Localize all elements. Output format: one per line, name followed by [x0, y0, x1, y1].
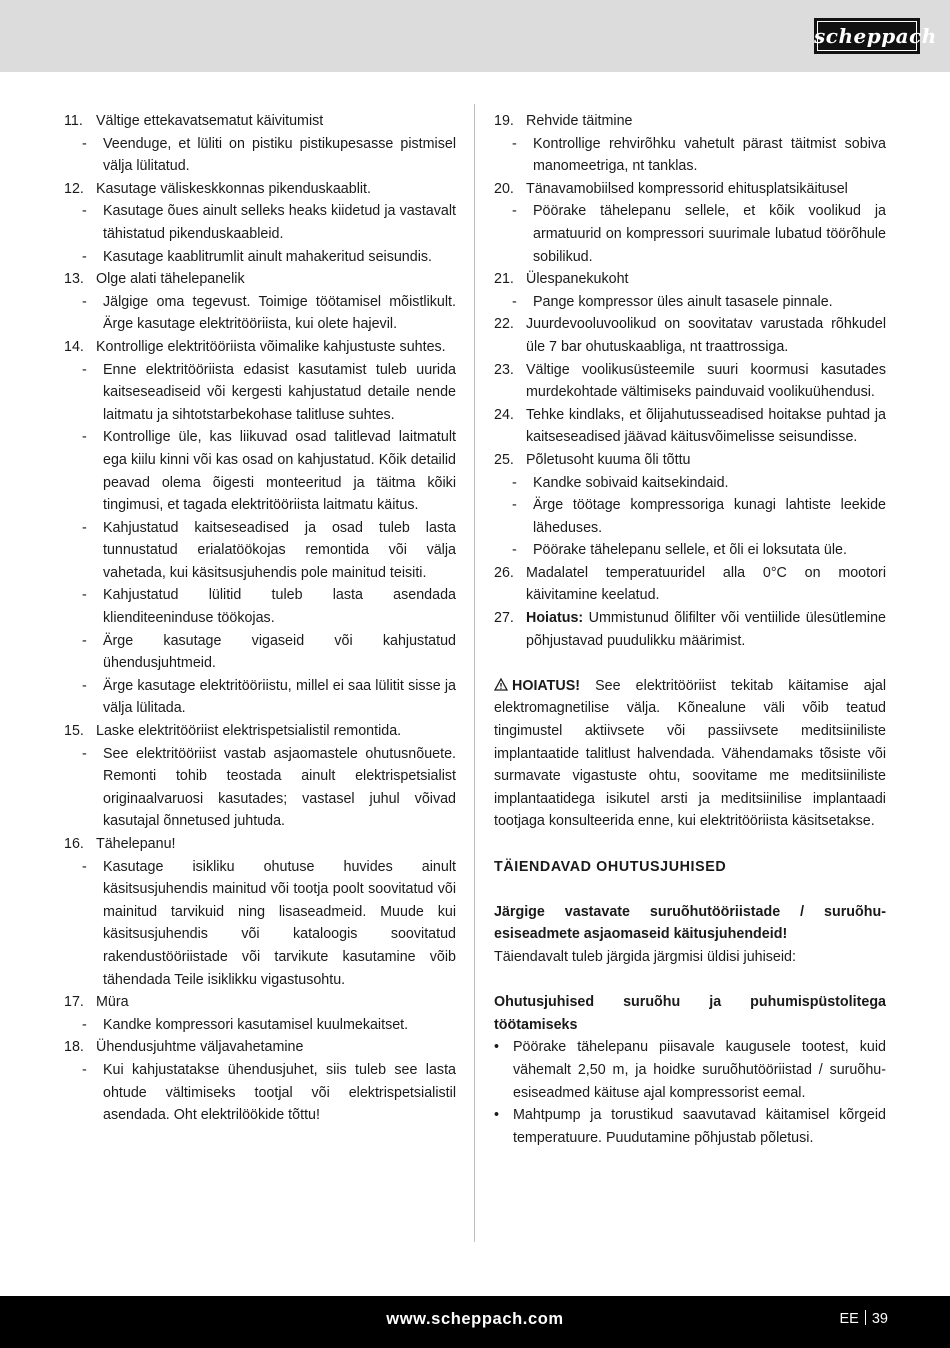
right-column [494, 110, 886, 1149]
list-item: 17. Müra [64, 994, 129, 1011]
page-number: EE 39 [839, 1311, 888, 1327]
sub-item: - Kahjustatud kaitseseadised ja osad tuleb lasta tunnustatud erialatöökojas remontida või välja vahetada, kui käsitsusjuhendis pole mainitud teisiti. [82, 519, 456, 581]
sub-item: - Kasutage kaablitrumlit ainult mahakeritud seisundis. [82, 248, 433, 265]
bullet-item: • Mahtpump ja torustikud saavutavad käitamisel kõrgeid temperatuure. Puudutamine põhjustab põletusi. [494, 1107, 886, 1146]
sub-item: - Pöörake tähelepanu sellele, et õli ei loksutata üle. [512, 542, 847, 559]
sub-item: - Kandke sobivaid kaitsekindaid. [512, 474, 729, 491]
list-item: 14. Kontrollige elektritööriista võimalike kahjustuste suhtes. [64, 338, 446, 355]
sub-item: - Pange kompressor üles ainult tasasele pinnale. [512, 293, 833, 310]
column-divider [474, 104, 475, 1242]
sub-item: - Kahjustatud lülitid tuleb lasta asendada klienditeeninduse töökojas. [82, 587, 456, 627]
list-item: 25. Põletusoht kuuma õli tõttu [494, 451, 691, 468]
page-footer [0, 1296, 950, 1348]
sub-item: - Pöörake tähelepanu sellele, et kõik voolikud ja armatuurid on kompressori suurimale lubatud töörõhule sobilikud. [512, 203, 886, 265]
sub-item: - Kontrollige rehvirõhku vahetult pärast täitmist sobiva manomeetriga, nt tanklas. [512, 135, 886, 175]
list-item: 27. Hoiatus: Ummistunud õlifilter või ventiilide ülesütlemine põhjustavad puudulikku määrimist. [494, 610, 886, 649]
sub-item: - Ärge kasutage vigaseid või kahjustatud ühendusjuhtmeid. [82, 632, 456, 672]
scheppach-logo: scheppach [814, 18, 920, 54]
list-item: 23. Vältige voolikusüsteemile suuri koormusi kasutades murdekohtade vältimiseks painduvaid voolikuühendusi. [494, 361, 886, 401]
sub-item: - Enne elektritööriista edasist kasutamist tuleb uurida kaitseseadiseid või kergesti kahjustatud detaile nende laitmatu ja sihtotstarbekohase talitluse suhtes. [82, 361, 456, 423]
website-link[interactable]: www.scheppach.com [386, 1310, 564, 1328]
sub-item: - See elektritööriist vastab asjaomastele ohutusnõuete. Remonti tohib teostada ainult elektrispetsialist originaalvaruosi kasutades; vastasel juhul võivad kasutajal õnnetused juhtuda. [82, 745, 456, 830]
section-heading: TÄIENDAVAD OHUTUSJUHISED [494, 858, 727, 875]
list-item: 21. Ülespanekukoht [494, 271, 629, 288]
sub-item: - Ärge kasutage elektritööriistu, millel ei saa lülitit sisse ja välja lülitada. [82, 677, 456, 717]
list-item: 19. Rehvide täitmine [494, 113, 633, 129]
sub-item: - Kontrollige üle, kas liikuvad osad talitlevad laitmatult ega kiilu kinni või kas osad on kahjustatud. Kõik detailid peavad olema õigesti monteeritud ja täitma kõiki tingimusi, et tagada elektritööriista laitmatu käitus. [82, 429, 456, 514]
sub-item: - Kandke kompressori kasutamisel kuulmekaitset. [82, 1016, 409, 1033]
sub-item: - Kasutage isikliku ohutuse huvides ainult käsitsusjuhendis mainitud või tootja poolt soovitatud või mainitud tarvikuid ning lisaseadmeid. Muude kui käsitsusjuhendis või kataloogis soovitatud rakendustööriistade või tarvikute kasutamine võib tähendada Teile isiklikku vigastusohtu. [82, 858, 456, 988]
bullet-item: • Pöörake tähelepanu piisavale kaugusele tootest, kuid vähemalt 2,50 m, ja hoidke suruõhutööriistad / suruõhu-esiseadmed käituse ajal kompressorist eemal. [494, 1039, 886, 1101]
warning-paragraph: HOIATUS! See elektritööriist tekitab käitamise ajal elektromagnetilise välja. Kõnealune väli võib teatud tingimustel aktiivsete või passiivsete meditsiiniliste implantaatide talitlust halvendada. Vähendamaks tõsiste või surmavate vigastuste ohtu, soovitame me meditsiiniliste implantaatidega isikutel arsti ja meditsiinilise implantaadi tootjaga konsulteerida enne, kui elektritööriista käsitsetakse. [494, 677, 886, 830]
intro-text: Täiendavalt tuleb järgida järgmisi üldisi juhiseid: [494, 948, 796, 965]
warning-triangle-icon [494, 678, 508, 691]
sub-item: - Jälgige oma tegevust. Toimige töötamisel mõistlikult. Ärge kasutage elektritööriista, kui olete hajevil. [82, 293, 456, 333]
list-item: 11. Vältige ettekavatsematut käivitumist [64, 113, 324, 129]
list-item: 22. Juurdevooluvoolikud on soovitatav varustada rõhkudel üle 7 bar ohutuskaabliga, nt traattrossiga. [494, 316, 886, 355]
warning-label: HOIATUS! [512, 677, 581, 694]
list-item: 12. Kasutage väliskeskkonnas pikenduskaablit. [64, 180, 371, 197]
sub-item: - Ärge töötage kompressoriga kunagi lahtiste leekide läheduses. [512, 497, 886, 536]
left-column [64, 110, 456, 1127]
list-item: 26. Madalatel temperatuuridel alla 0°C on mootori käivitamine keelatud. [494, 564, 886, 604]
sub-item: - Veenduge, et lüliti on pistiku pistikupesasse pistmisel välja lülitatud. [82, 135, 456, 175]
list-item: 13. Olge alati tähelepanelik [64, 271, 245, 288]
sub-heading: Ohutusjuhised suruõhu ja puhumispüstolitega töötamiseks [494, 994, 886, 1033]
page-header [0, 0, 950, 72]
list-item: 15. Laske elektritööriist elektrispetsialistil remontida. [64, 723, 402, 740]
list-item: 18. Ühendusjuhtme väljavahetamine [64, 1039, 304, 1056]
list-item: 16. Tähelepanu! [64, 836, 176, 852]
sub-item: - Kasutage õues ainult selleks heaks kiidetud ja vastavalt tähistatud pikenduskaableid. [82, 203, 456, 242]
intro-bold: Järgige vastavate suruõhutööriistade / suruõhu-esiseadmete asjaomaseid käitusjuhendeid! [494, 903, 886, 943]
sub-item: - Kui kahjustatakse ühendusjuhet, siis tuleb see lasta ohtude vältimiseks tootjal või elektrispetsialistil asendada. Oht elektrilöökide tõttu! [82, 1061, 456, 1124]
list-item: 24. Tehke kindlaks, et õlijahutusseadised hoitakse puhtad ja kaitseseadised jäävad käitusvõimelisse seisundisse. [494, 406, 886, 446]
list-item: 20. Tänavamobiilsed kompressorid ehitusplatsikäitusel [494, 180, 848, 197]
